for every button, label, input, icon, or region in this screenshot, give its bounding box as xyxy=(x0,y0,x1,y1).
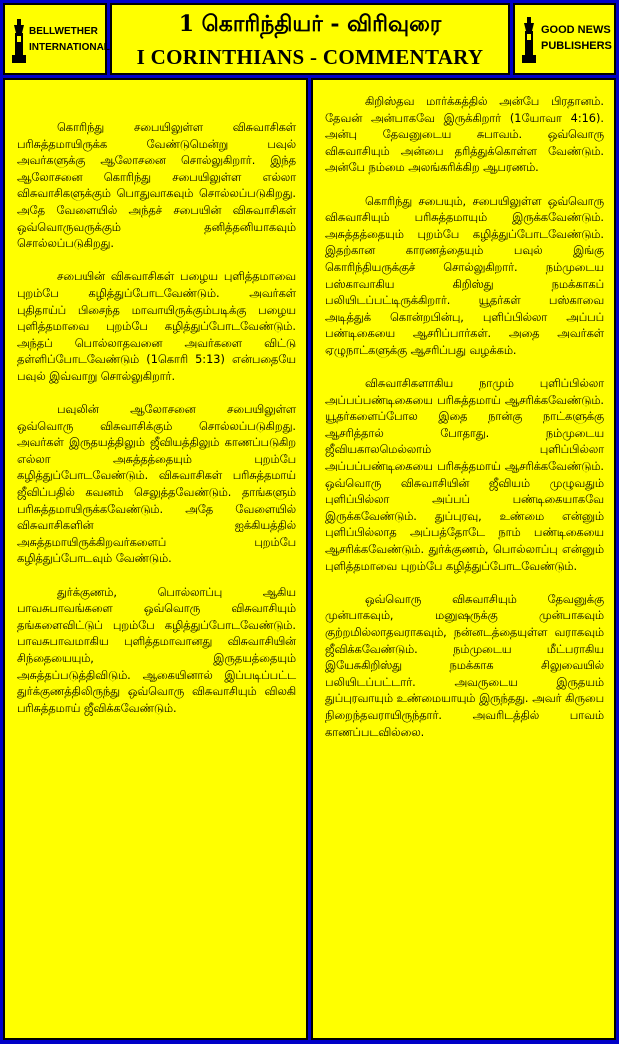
page-title-tamil: 1 கொரிந்தியர் - விரிவுரை xyxy=(178,11,442,37)
bellwether-logo xyxy=(3,3,110,75)
title-box xyxy=(110,3,510,75)
bell-tower-icon xyxy=(11,19,27,63)
right-column xyxy=(311,78,616,1040)
right-logo-line2: PUBLISHERS xyxy=(541,40,612,52)
left-logo-line1: BELLWETHER xyxy=(29,26,98,37)
left-logo-line2: INTERNATIONAL xyxy=(29,42,110,53)
paragraph: சபையின் விசுவாசிகள் பழைய புளித்தமாவை புறம்பே கழித்துப்போடவேண்டும். அவர்கள் புதிதாய்ப் பிசைந்த மாவாயிருக்கும்படிக்கு பழைய புளித்தமாவை புறம்பே கழித்துப்போடவேண்டும். அந்தப் பொல்லாதவனை அவர்களை விட்டு தள்ளிப்போடவேண்டும் (1கொரி 5:13) என்பதையே பவுல் இவ்வாறு சொல்லுகிறார். xyxy=(17,270,296,383)
bell-tower-icon xyxy=(521,17,537,63)
paragraph: ஒவ்வொரு விசுவாசியும் தேவனுக்கு முன்பாகவும், மனுஷருக்கு முன்பாகவும் குற்றமில்லாதவராகவும், நன்னடத்தையுள்ள வராகவும் ஜீவிக்கவேண்டும். நம்முடைய மீட்பராகிய இயேசுகிறிஸ்து நமக்காக சிலுவையில் பலியிடப்பட்டார். அவருடைய இருதயம் துப்புரவாயும் உண்மையாயும் இருந்தது. அவர் கிருபை நிறைந்தவராயிருந்தார். அவரிடத்தில் பாவம் காணப்படவில்லை. xyxy=(325,592,604,739)
paragraph: விசுவாசிகளாகிய நாமும் புளிப்பில்லா அப்பப்பண்டிகையை பரிசுத்தமாய் ஆசரிக்கவேண்டும். யூதர்களைப்போல இதை நான்கு நாட்களுக்கு ஆசரித்தால் போதாது. நம்முடைய ஜீவியகாலமெல்லாம் புளிப்பில்லா அப்பப்பண்டிகையை பரிசுத்தமாய் ஆசரிக்கவேண்டும். ஒவ்வொரு விசுவாசியின் ஜீவியம் முழுவதும் புளிப்பில்லா அப்பப் பண்டிகையாகவே இருக்கவேண்டும். துப்புரவு, உண்மை என்னும் புளிப்பில்லாத அப்பத்தோடே நாம் பண்டிகையை ஆசரிக்கவேண்டும். துர்க்குணம், பொல்லாப்பு என்னும் புளித்தமாவை புறம்பே கழித்துப்போடவேண்டும். xyxy=(325,377,604,573)
right-logo-line1: GOOD NEWS xyxy=(541,24,611,36)
good-news-logo xyxy=(513,3,616,75)
header xyxy=(0,0,619,78)
paragraph: கொரிந்து சபையும், சபையிலுள்ள ஒவ்வொரு விசுவாசியும் பரிசுத்தமாயும் இருக்கவேண்டும். அசுத்தத்தையும் புறம்பே கழித்துப்போடவேண்டும். இதற்கான காரணத்தையும் பவுல் இங்கு கொரிந்தியருக்குச் சொல்லுகிறார். நம்முடைய பஸ்காவாகிய கிறிஸ்து நமக்காகப் பலியிடப்பட்டிருக்கிறார். யூதர்கள் பஸ்காவை அடித்துக் கொன்றபின்பு, புளிப்பில்லா அப்பப் பண்டிகையை ஆசரிப்பார்கள். அதை அவர்கள் ஏழுநாட்களுக்கு ஆசரிப்பது வழக்கம். xyxy=(325,194,604,357)
page-title-english: I CORINTHIANS - COMMENTARY xyxy=(136,45,484,69)
left-column xyxy=(3,78,308,1040)
paragraph: கிறிஸ்தவ மார்க்கத்தில் அன்பே பிரதானம். தேவன் அன்பாகவே இருக்கிறார் (1யோவா 4:16). அன்பு தேவனுடைய சுபாவம். ஒவ்வொரு விசுவாசியும் அன்பை தரித்துக்கொள்ள வேண்டும். அன்பே நம்மை அலங்கரிக்கிற ஆபரணம். xyxy=(325,95,604,175)
paragraph: கொரிந்து சபையிலுள்ள விசுவாசிகள் பரிசுத்தமாயிருக்க வேண்டுமென்று பவுல் அவர்களுக்கு ஆலோசனை சொல்லுகிறார். இந்த ஆலோசனை கொரிந்து சபையிலுள்ள எல்லா விசுவாசிகளுக்கும் பொதுவாகவும் சொல்லப்படுகிறது. அதே வேளையில் அந்தச் சபையின் விசுவாசிகள் ஒவ்வொருவருக்கும் தனித்தனியாகவும் சொல்லப்படுகிறது. xyxy=(17,121,296,251)
paragraph: பவுலின் ஆலோசனை சபையிலுள்ள ஒவ்வொரு விசுவாசிக்கும் சொல்லப்படுகிறது. அவர்கள் இருதயத்திலும் ஜீவியத்திலும் காணப்படுகிற எல்லா அசுத்தத்தையும் புறம்பே கழித்துப்போடவேண்டும். விசுவாசிகள் பரிசுத்தமாய் ஜீவிப்பதில் கவனம் செலுத்தவேண்டும். தாங்களும் பரிசுத்தமாயிருக்கவேண்டும். அதே வேளையில் விசுவாசிகளின் ஐக்கியத்தில் அசுத்தமாயிருக்கிறவர்களைப் புறம்பே கழித்துப்போடவும் வேண்டும். xyxy=(17,403,296,566)
paragraph: துர்க்குணம், பொல்லாப்பு ஆகிய பாவசுபாவங்களை ஒவ்வொரு விசுவாசியும் தங்களைவிட்டுப் புறம்பே கழித்துப்போடவேண்டும். பாவசுபாவமாகிய புளித்தமாவானது விசுவாசியின் சிந்தையையும், இருதயத்தையும் அசுத்தப்படுத்திவிடும். ஆகையினால் இப்படிப்பட்ட துர்க்குணத்திலிருந்து ஒவ்வொரு விசுவாசியும் விலகி பரிசுத்தமாய் ஜீவிக்கவேண்டும். xyxy=(17,585,296,715)
